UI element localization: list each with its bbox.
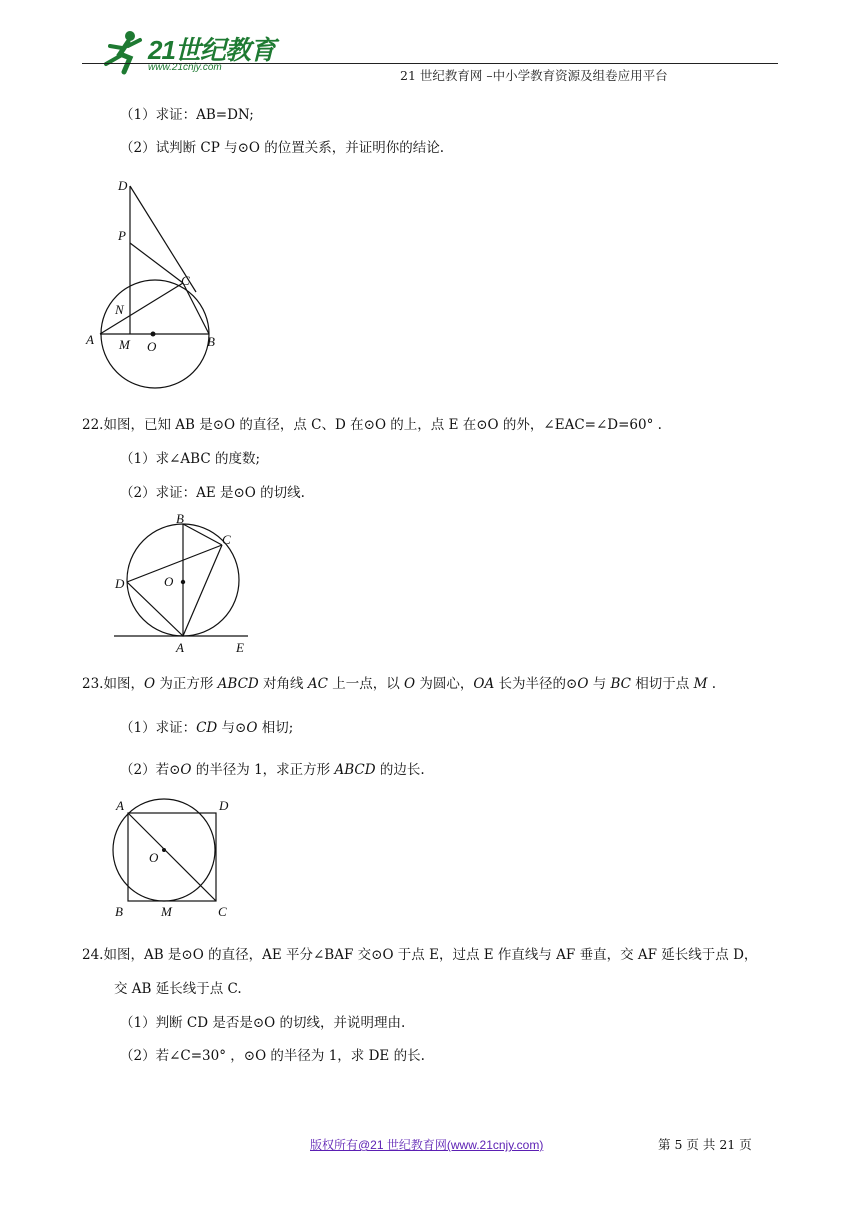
q22-part1: （1）求∠ABC 的度数; xyxy=(120,451,260,467)
q21-figure xyxy=(80,172,230,392)
q23-stem: 23.如图，O 为正方形 ABCD 对角线 AC 上一点，以 O 为圆心，OA 长为半径的⊙O 与 BC 相切于点 M . xyxy=(82,676,717,692)
q24-part1: （1）判断 CD 是否是⊙O 的切线，并说明理由. xyxy=(120,1015,406,1031)
q22-label-E: E xyxy=(236,640,244,655)
q22-figure xyxy=(110,510,255,655)
q22-label-C: C xyxy=(222,532,231,547)
q21-label-O: O xyxy=(147,339,157,354)
q23-label-D: D xyxy=(219,798,229,813)
q23-label-C: C xyxy=(218,904,227,919)
header-rule xyxy=(82,63,778,64)
runner-icon xyxy=(100,28,148,78)
site-logo xyxy=(100,28,276,78)
header-site-text: 21 世纪教育网 –中小学教育资源及组卷应用平台 xyxy=(400,68,668,83)
q22-label-B: B xyxy=(176,511,184,526)
q21-label-C: C xyxy=(181,273,190,288)
q21-part2: （2）试判断 CP 与⊙O 的位置关系，并证明你的结论. xyxy=(120,140,445,156)
q24-stem-line1: 24.如图，AB 是⊙O 的直径，AE 平分∠BAF 交⊙O 于点 E，过点 E 作直线与 AF 垂直，交 AF 延长线于点 D， xyxy=(82,947,758,963)
q22-stem: 22.如图，已知 AB 是⊙O 的直径，点 C、D 在⊙O 的上，点 E 在⊙O 的外，∠EAC=∠D=60° . xyxy=(82,417,662,433)
logo-text: 21世纪教育 xyxy=(148,35,275,65)
q21-label-B: B xyxy=(207,334,215,349)
q24-stem-line2: 交 AB 延长线于点 C. xyxy=(114,981,242,997)
q23-part1: （1）求证：CD 与⊙O 相切; xyxy=(120,720,294,736)
q22-part2: （2）求证：AE 是⊙O 的切线. xyxy=(120,485,305,501)
q23-label-A: A xyxy=(116,798,124,813)
q23-label-M: M xyxy=(161,904,172,919)
q21-label-M: M xyxy=(119,337,130,352)
q24-part2: （2）若∠C=30° ，⊙O 的半径为 1，求 DE 的长. xyxy=(120,1048,425,1064)
q21-part1: （1）求证：AB=DN; xyxy=(120,107,254,123)
q21-label-D: D xyxy=(118,178,128,193)
q23-label-B: B xyxy=(115,904,123,919)
q22-label-O: O xyxy=(164,574,174,589)
q22-label-D: D xyxy=(115,576,125,591)
footer-copyright-link[interactable]: 版权所有@21 世纪教育网(www.21cnjy.com) xyxy=(310,1138,544,1152)
logo-url: www.21cnjy.com xyxy=(148,62,222,73)
q23-part2: （2）若⊙O 的半径为 1，求正方形 ABCD 的边长. xyxy=(120,762,425,778)
q23-figure xyxy=(108,792,238,922)
q21-label-N: N xyxy=(115,302,124,317)
q22-label-A: A xyxy=(176,640,184,655)
q21-label-A: A xyxy=(86,332,94,347)
q23-label-O: O xyxy=(149,850,159,865)
q21-label-P: P xyxy=(118,228,126,243)
footer-page-info: 第 5 页 共 21 页 xyxy=(658,1137,752,1152)
